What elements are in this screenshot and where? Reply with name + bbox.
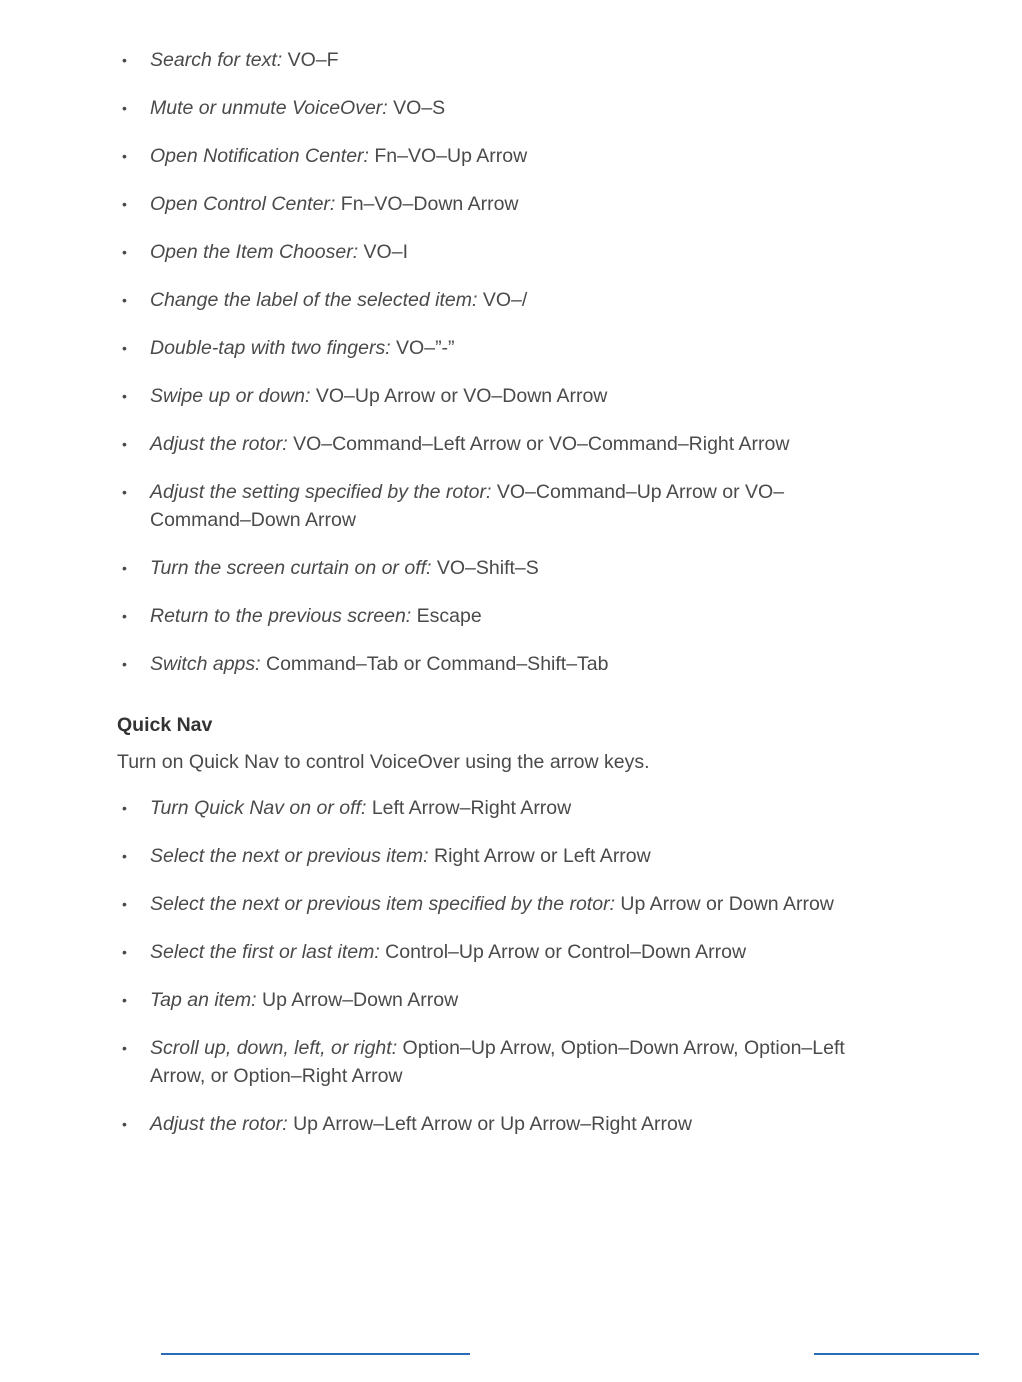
key-combo: Right Arrow or Left Arrow xyxy=(433,845,651,867)
action-label: Adjust the setting specified by the rotor: xyxy=(150,481,492,503)
action-label: Select the first or last item: xyxy=(150,941,380,963)
list-item xyxy=(0,478,1022,534)
action-label: Adjust the rotor: xyxy=(150,1113,288,1135)
action-label: Tap an item: xyxy=(150,989,257,1011)
section-heading: Quick Nav xyxy=(117,714,213,736)
section-intro: Turn on Quick Nav to control VoiceOver using the arrow keys. xyxy=(117,751,650,773)
key-combo: VO–Command–Up Arrow or VO–Command–Down Arrow xyxy=(150,481,785,531)
key-combo: VO–Up Arrow or VO–Down Arrow xyxy=(315,385,608,407)
footer-rule-right xyxy=(814,1353,979,1355)
action-label: Open Control Center: xyxy=(150,193,336,215)
key-combo: Left Arrow–Right Arrow xyxy=(371,797,572,819)
key-combo: VO–/ xyxy=(482,289,528,311)
list-item xyxy=(0,650,1022,678)
shortcut-list-general xyxy=(0,46,1022,698)
bullet-icon: • xyxy=(122,800,127,816)
action-label: Turn the screen curtain on or off: xyxy=(150,557,432,579)
key-combo: VO–I xyxy=(363,241,408,263)
list-item xyxy=(0,286,1022,314)
list-item xyxy=(0,938,1022,966)
bullet-icon: • xyxy=(122,608,127,624)
bullet-icon: • xyxy=(122,52,127,68)
key-combo: VO–Shift–S xyxy=(436,557,539,579)
action-label: Swipe up or down: xyxy=(150,385,311,407)
list-item xyxy=(0,842,1022,870)
key-combo: Escape xyxy=(416,605,482,627)
bullet-icon: • xyxy=(122,484,127,500)
action-label: Mute or unmute VoiceOver: xyxy=(150,97,388,119)
key-combo: VO–Command–Left Arrow or VO–Command–Right Arrow xyxy=(293,433,790,455)
list-item xyxy=(0,554,1022,582)
action-label: Scroll up, down, left, or right: xyxy=(150,1037,398,1059)
bullet-icon: • xyxy=(122,656,127,672)
footer-rule-left xyxy=(161,1353,470,1355)
key-combo: Option–Up Arrow, Option–Down Arrow, Option–Left Arrow, or Option–Right Arrow xyxy=(150,1037,845,1087)
list-item xyxy=(0,794,1022,822)
list-item xyxy=(0,1110,1022,1138)
key-combo: VO–”-” xyxy=(396,337,455,359)
key-combo: Control–Up Arrow or Control–Down Arrow xyxy=(385,941,747,963)
action-label: Select the next or previous item specified by the rotor: xyxy=(150,893,615,915)
list-item xyxy=(0,890,1022,918)
shortcut-list-quick-nav xyxy=(0,794,1022,1158)
bullet-icon: • xyxy=(122,992,127,1008)
key-combo: Fn–VO–Up Arrow xyxy=(374,145,528,167)
list-item xyxy=(0,46,1022,74)
bullet-icon: • xyxy=(122,848,127,864)
list-item xyxy=(0,986,1022,1014)
key-combo: VO–F xyxy=(287,49,339,71)
list-item xyxy=(0,334,1022,362)
bullet-icon: • xyxy=(122,1116,127,1132)
action-label: Change the label of the selected item: xyxy=(150,289,478,311)
key-combo: VO–S xyxy=(393,97,446,119)
list-item xyxy=(0,142,1022,170)
action-label: Open the Item Chooser: xyxy=(150,241,359,263)
list-item xyxy=(0,190,1022,218)
bullet-icon: • xyxy=(122,944,127,960)
action-label: Adjust the rotor: xyxy=(150,433,288,455)
bullet-icon: • xyxy=(122,560,127,576)
key-combo: Up Arrow–Left Arrow or Up Arrow–Right Arrow xyxy=(293,1113,692,1135)
action-label: Search for text: xyxy=(150,49,283,71)
action-label: Open Notification Center: xyxy=(150,145,369,167)
bullet-icon: • xyxy=(122,388,127,404)
bullet-icon: • xyxy=(122,896,127,912)
list-item xyxy=(0,94,1022,122)
list-item xyxy=(0,430,1022,458)
bullet-icon: • xyxy=(122,100,127,116)
key-combo: Up Arrow or Down Arrow xyxy=(620,893,834,915)
key-combo: Command–Tab or Command–Shift–Tab xyxy=(265,653,609,675)
action-label: Double-tap with two fingers: xyxy=(150,337,391,359)
action-label: Turn Quick Nav on or off: xyxy=(150,797,367,819)
action-label: Select the next or previous item: xyxy=(150,845,429,867)
action-label: Switch apps: xyxy=(150,653,261,675)
action-label: Return to the previous screen: xyxy=(150,605,412,627)
list-item xyxy=(0,1034,1022,1090)
key-combo: Up Arrow–Down Arrow xyxy=(262,989,459,1011)
bullet-icon: • xyxy=(122,244,127,260)
list-item xyxy=(0,238,1022,266)
bullet-icon: • xyxy=(122,292,127,308)
list-item xyxy=(0,602,1022,630)
list-item xyxy=(0,382,1022,410)
bullet-icon: • xyxy=(122,196,127,212)
bullet-icon: • xyxy=(122,340,127,356)
bullet-icon: • xyxy=(122,1040,127,1056)
bullet-icon: • xyxy=(122,148,127,164)
key-combo: Fn–VO–Down Arrow xyxy=(340,193,519,215)
bullet-icon: • xyxy=(122,436,127,452)
